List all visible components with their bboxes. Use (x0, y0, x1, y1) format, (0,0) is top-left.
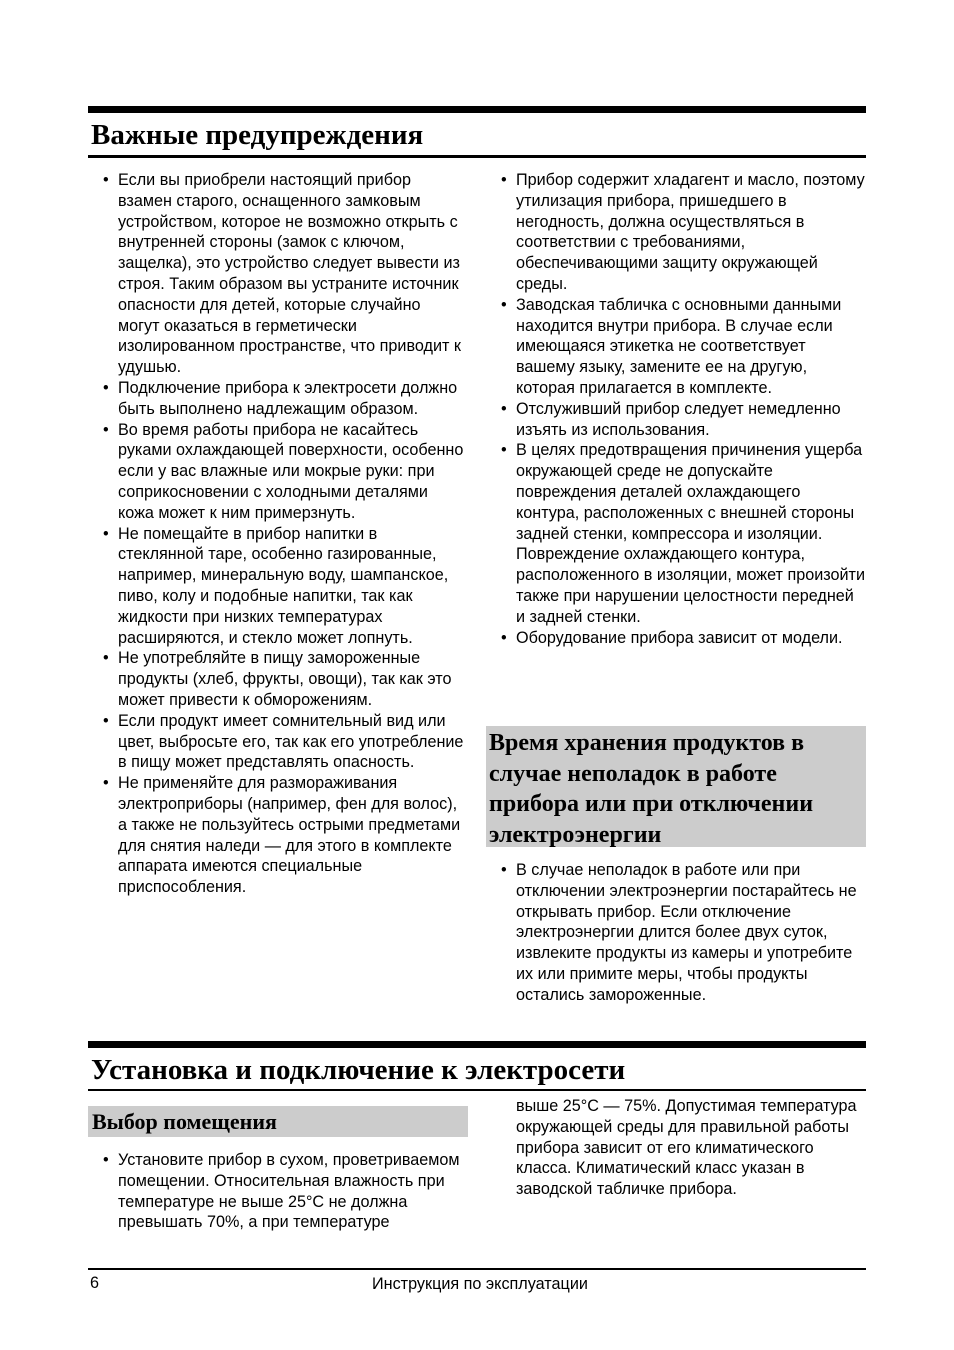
list-item: • Оборудование прибора зависит от модели. (486, 628, 866, 649)
list-item: • Если продукт имеет сомнительный вид или цвет, выбросьте его, так как его употребление в пищу может представлять опасность. (88, 711, 464, 773)
subsection-heading-box (88, 1106, 468, 1137)
list-item: • Если вы приобрели настоящий прибор взамен старого, оснащенного замковым устройством, которое не возможно открыть с внутренней стороны (замок с ключом, защелка), это устройство следует вывести из строя. Таким образом вы устраните источник опасности для детей, которые случайно могут оказаться в герметически изолированном пространстве, что приводит к удушью. (88, 170, 464, 378)
list-item: • Отслуживший прибор следует немедленно изъять из использования. (486, 399, 866, 441)
warnings-left-column (88, 170, 464, 898)
installation-left-column (88, 1150, 468, 1233)
storage-column (486, 860, 866, 1006)
section-title-installation: Установка и подключение к электросети (91, 1054, 626, 1086)
section-title-warnings: Важные предупреждения (91, 119, 424, 151)
section-title-underline (88, 1089, 866, 1091)
section-title-underline (88, 155, 866, 158)
list-item: • Не употребляйте в пищу замороженные продукты (хлеб, фрукты, овощи), так как это может привести к обморожениям. (88, 648, 464, 710)
list-item: • Заводская табличка с основными данными находится внутри прибора. В случае если имеющаяся этикетка не соответствует вашему языку, замените ее на другую, которая прилагается в комплекте. (486, 295, 866, 399)
storage-heading: Время хранения продуктов в случае неполадок в работе прибора или при отключении электроэнергии (489, 730, 814, 848)
section-top-rule (88, 1041, 866, 1048)
list-item: • В целях предотвращения причинения ущерба окружающей среде не допускайте повреждения деталей охлаждающего контура, расположенных с внешней стороны задней стенки, компрессора и изоляции. Повреждение охлаждающего контура, расположенного в изоляции, может произойти также при нарушении целостности передней и задней стенки. (486, 440, 866, 627)
list-item: • Подключение прибора к электросети должно быть выполнено надлежащим образом. (88, 378, 464, 420)
list-item: • Прибор содержит хладагент и масло, поэтому утилизация прибора, пришедшего в негодность, должна осуществляться в соответствии с требованиями, обеспечивающими защиту окружающей среды. (486, 170, 866, 295)
installation-right-column (516, 1096, 866, 1200)
storage-heading-box (486, 726, 866, 847)
continued-text: выше 25°C — 75%. Допустимая температура окружающей среды для правильной работы прибора зависит от его климатического класса. Климатический класс указан в заводской табличке прибора. (516, 1097, 857, 1199)
warnings-right-column (486, 170, 866, 648)
subsection-heading: Выбор помещения (92, 1109, 277, 1134)
list-item: • В случае неполадок в работе или при отключении электроэнергии постарайтесь не открывать прибор. Если отключение электроэнергии длится более двух суток, извлеките продукты из камеры и употребите их или примите меры, чтобы продукты остались замороженные. (486, 860, 866, 1006)
page-number: 6 (90, 1274, 100, 1292)
footer-doc-title: Инструкция по эксплуатации (372, 1275, 588, 1293)
list-item: • Установите прибор в сухом, проветриваемом помещении. Относительная влажность при температуре не выше 25°C не должна превышать 70%, а при температуре (88, 1150, 468, 1233)
list-item: • Не применяйте для размораживания электроприборы (например, фен для волос), а также не пользуйтесь острыми предметами для снятия наледи — для этого в комплекте аппарата имеются специальные приспособления. (88, 773, 464, 898)
list-item: • Во время работы прибора не касайтесь руками охлаждающей поверхности, особенно если у вас влажные или мокрые руки: при соприкосновении с холодными деталями кожа может к ним примерзнуть. (88, 420, 464, 524)
section-top-rule (88, 106, 866, 113)
list-item: • Не помещайте в прибор напитки в стеклянной таре, особенно газированные, например, минеральную воду, шампанское, пиво, колу и подобные напитки, так как жидкости при низких температурах расширяются, и стекло может лопнуть. (88, 524, 464, 649)
footer-rule (88, 1268, 866, 1270)
